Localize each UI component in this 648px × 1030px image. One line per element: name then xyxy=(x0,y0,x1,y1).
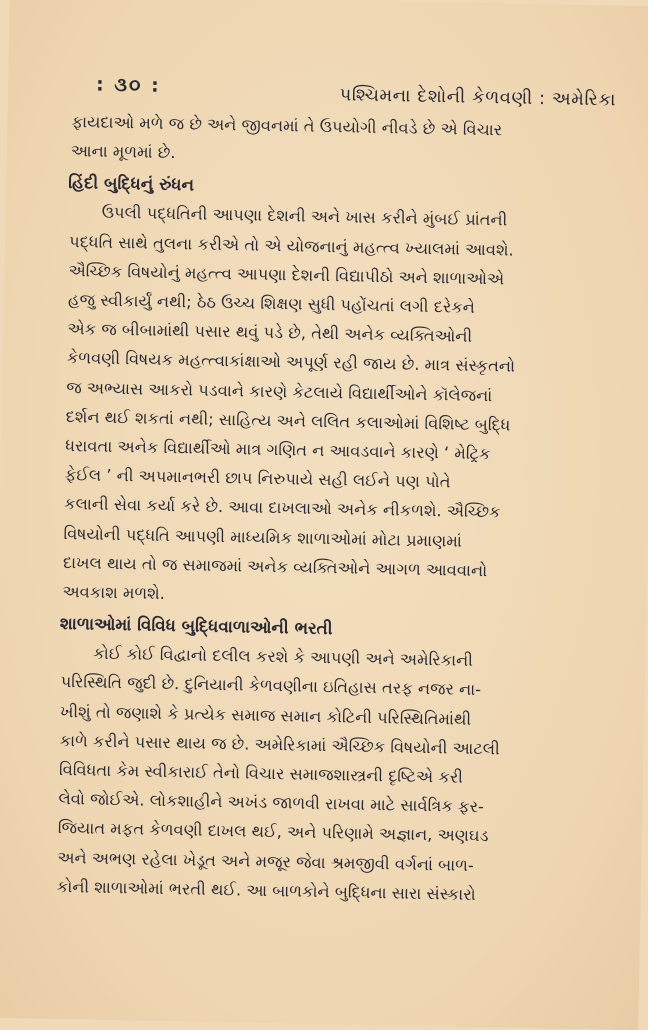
text-line: જિયાત મફત કેળવણી દાખલ થઈ, અને પરિણામે અજ્ઞાન, અણઘડ xyxy=(57,818,489,846)
text-line: લેવો જોઈએ. લોકશાહીને અખંડ જાળવી રાખવા માટે સાર્વત્રિક ફર- xyxy=(58,789,485,817)
text-line: ખીશું તો જણાશે કે પ્રત્યેક સમાજ સમાન કોટિની પરિસ્થિતિમાંથી xyxy=(59,701,472,729)
intro-paragraph xyxy=(71,107,620,176)
text-line: પદ્ધતિ સાથે તુલના કરીએ તો એ યોજનાનું મહત્ત્વ ખ્યાલમાં આવશે. xyxy=(68,231,514,260)
section-paragraph xyxy=(56,638,609,911)
text-line: કોની શાળાઓમાં ભરતી થઈ. આ બાળકોને બુદ્ધિના સારા સંસ્કારો xyxy=(56,876,476,904)
text-line: અવકાશ મળશે. xyxy=(62,582,166,604)
text-line: દર્શન થઈ શકતાં નથી; સાહિત્ય અને લલિત કલાઓમાં વિશિષ્ટ બુદ્ધિ xyxy=(65,406,511,435)
page-body xyxy=(56,107,619,911)
text-line: કોઈ કોઈ વિદ્વાનો દલીલ કરશે કે આપણી અને અમેરિકાની xyxy=(93,643,474,671)
text-line: ઉપલી પદ્ધતિની આપણા દેશની અને ખાસ કરીને મુંબઈ પ્રાંતની xyxy=(101,203,508,230)
section-heading: શાળાઓમાં વિવિધ બુદ્ધિવાળાઓની ભરતી xyxy=(59,613,333,639)
text-line: આના મૂળમાં છે. xyxy=(70,141,176,163)
text-line: ફાયદાઓ મળે જ છે અને જીવનમાં તે ઉપયોગી નીવડે છે એ વિચાર xyxy=(71,112,503,140)
text-line: ફેઈલ ’ ની અપમાનભરી છાપ નિરુપાયે સહી લઈને પણ પોતે xyxy=(64,465,451,492)
text-line: ધરાવતા અનેક વિદ્યાર્થીઓ માત્ર ગણિત ન આવડવાને કારણે ‘ મેટ્રિક xyxy=(65,436,491,464)
text-line: વિષયોની પદ્ધતિ આપણી માધ્યમિક શાળાઓમાં મોટા પ્રમાણમાં xyxy=(63,523,462,551)
text-line: પરિસ્થિતિ જુદી છે. દુનિયાની કેળવણીના ઇતિહાસ તરફ નજર ના- xyxy=(60,672,482,700)
text-line: કલાની સેવા કર્યા કરે છે. આવા દાખલાઓ અનેક નીકળશે. ઐચ્છિક xyxy=(63,494,501,522)
text-line: ઐચ્છિક વિષયોનું મહત્ત્વ આપણા દેશની વિદ્યાપીઠો અને શાળાઓએ xyxy=(68,260,505,289)
text-line: હજુ સ્વીકાર્યું નથી; ઠેઠ ઉચ્ચ શિક્ષણ સુધી પહોંચતાં લગી દરેકને xyxy=(67,290,476,317)
section-heading: હિંદી બુદ્ધિનું રુંધન xyxy=(68,172,195,195)
running-title: પશ્ચિમના દેશોની કેળવણી : અમેરિકા xyxy=(339,84,617,111)
text-line: વિવિધતા કેમ સ્વીકારાઈ તેનો વિચાર સમાજશાસ્ત્રની દૃષ્ટિએ કરી xyxy=(58,760,464,787)
text-line: દાખલ થાય તો જ સમાજમાં અનેક વ્યક્તિઓને આગળ આવવાનો xyxy=(62,552,488,580)
text-line: કેળવણી વિષયક મહત્ત્વાકાંક્ષાઓ અપૂર્ણ રહી જાય છે. માત્ર સંસ્કૃતનો xyxy=(66,348,516,377)
text-line: એક જ બીબામાંથી પસાર થવું પડે છે, તેથી અનેક વ્યક્તિઓની xyxy=(67,319,473,347)
section-paragraph xyxy=(62,197,618,616)
text-line: કાળે કરીને પસાર થાય જ છે. અમેરિકામાં ઐચ્છિક વિષયોની આટલી xyxy=(59,730,500,759)
text-line: જ અભ્યાસ આકરો પડવાને કારણે કેટલાયે વિદ્યાર્થીઓને કૉલેજનાં xyxy=(66,377,493,405)
page-number: : ૩૦ : xyxy=(95,73,161,97)
text-line: અને અભણ રહેલા ખેડૂત અને મજૂર જેવા શ્રમજીવી વર્ગનાં બાળ- xyxy=(57,847,474,875)
